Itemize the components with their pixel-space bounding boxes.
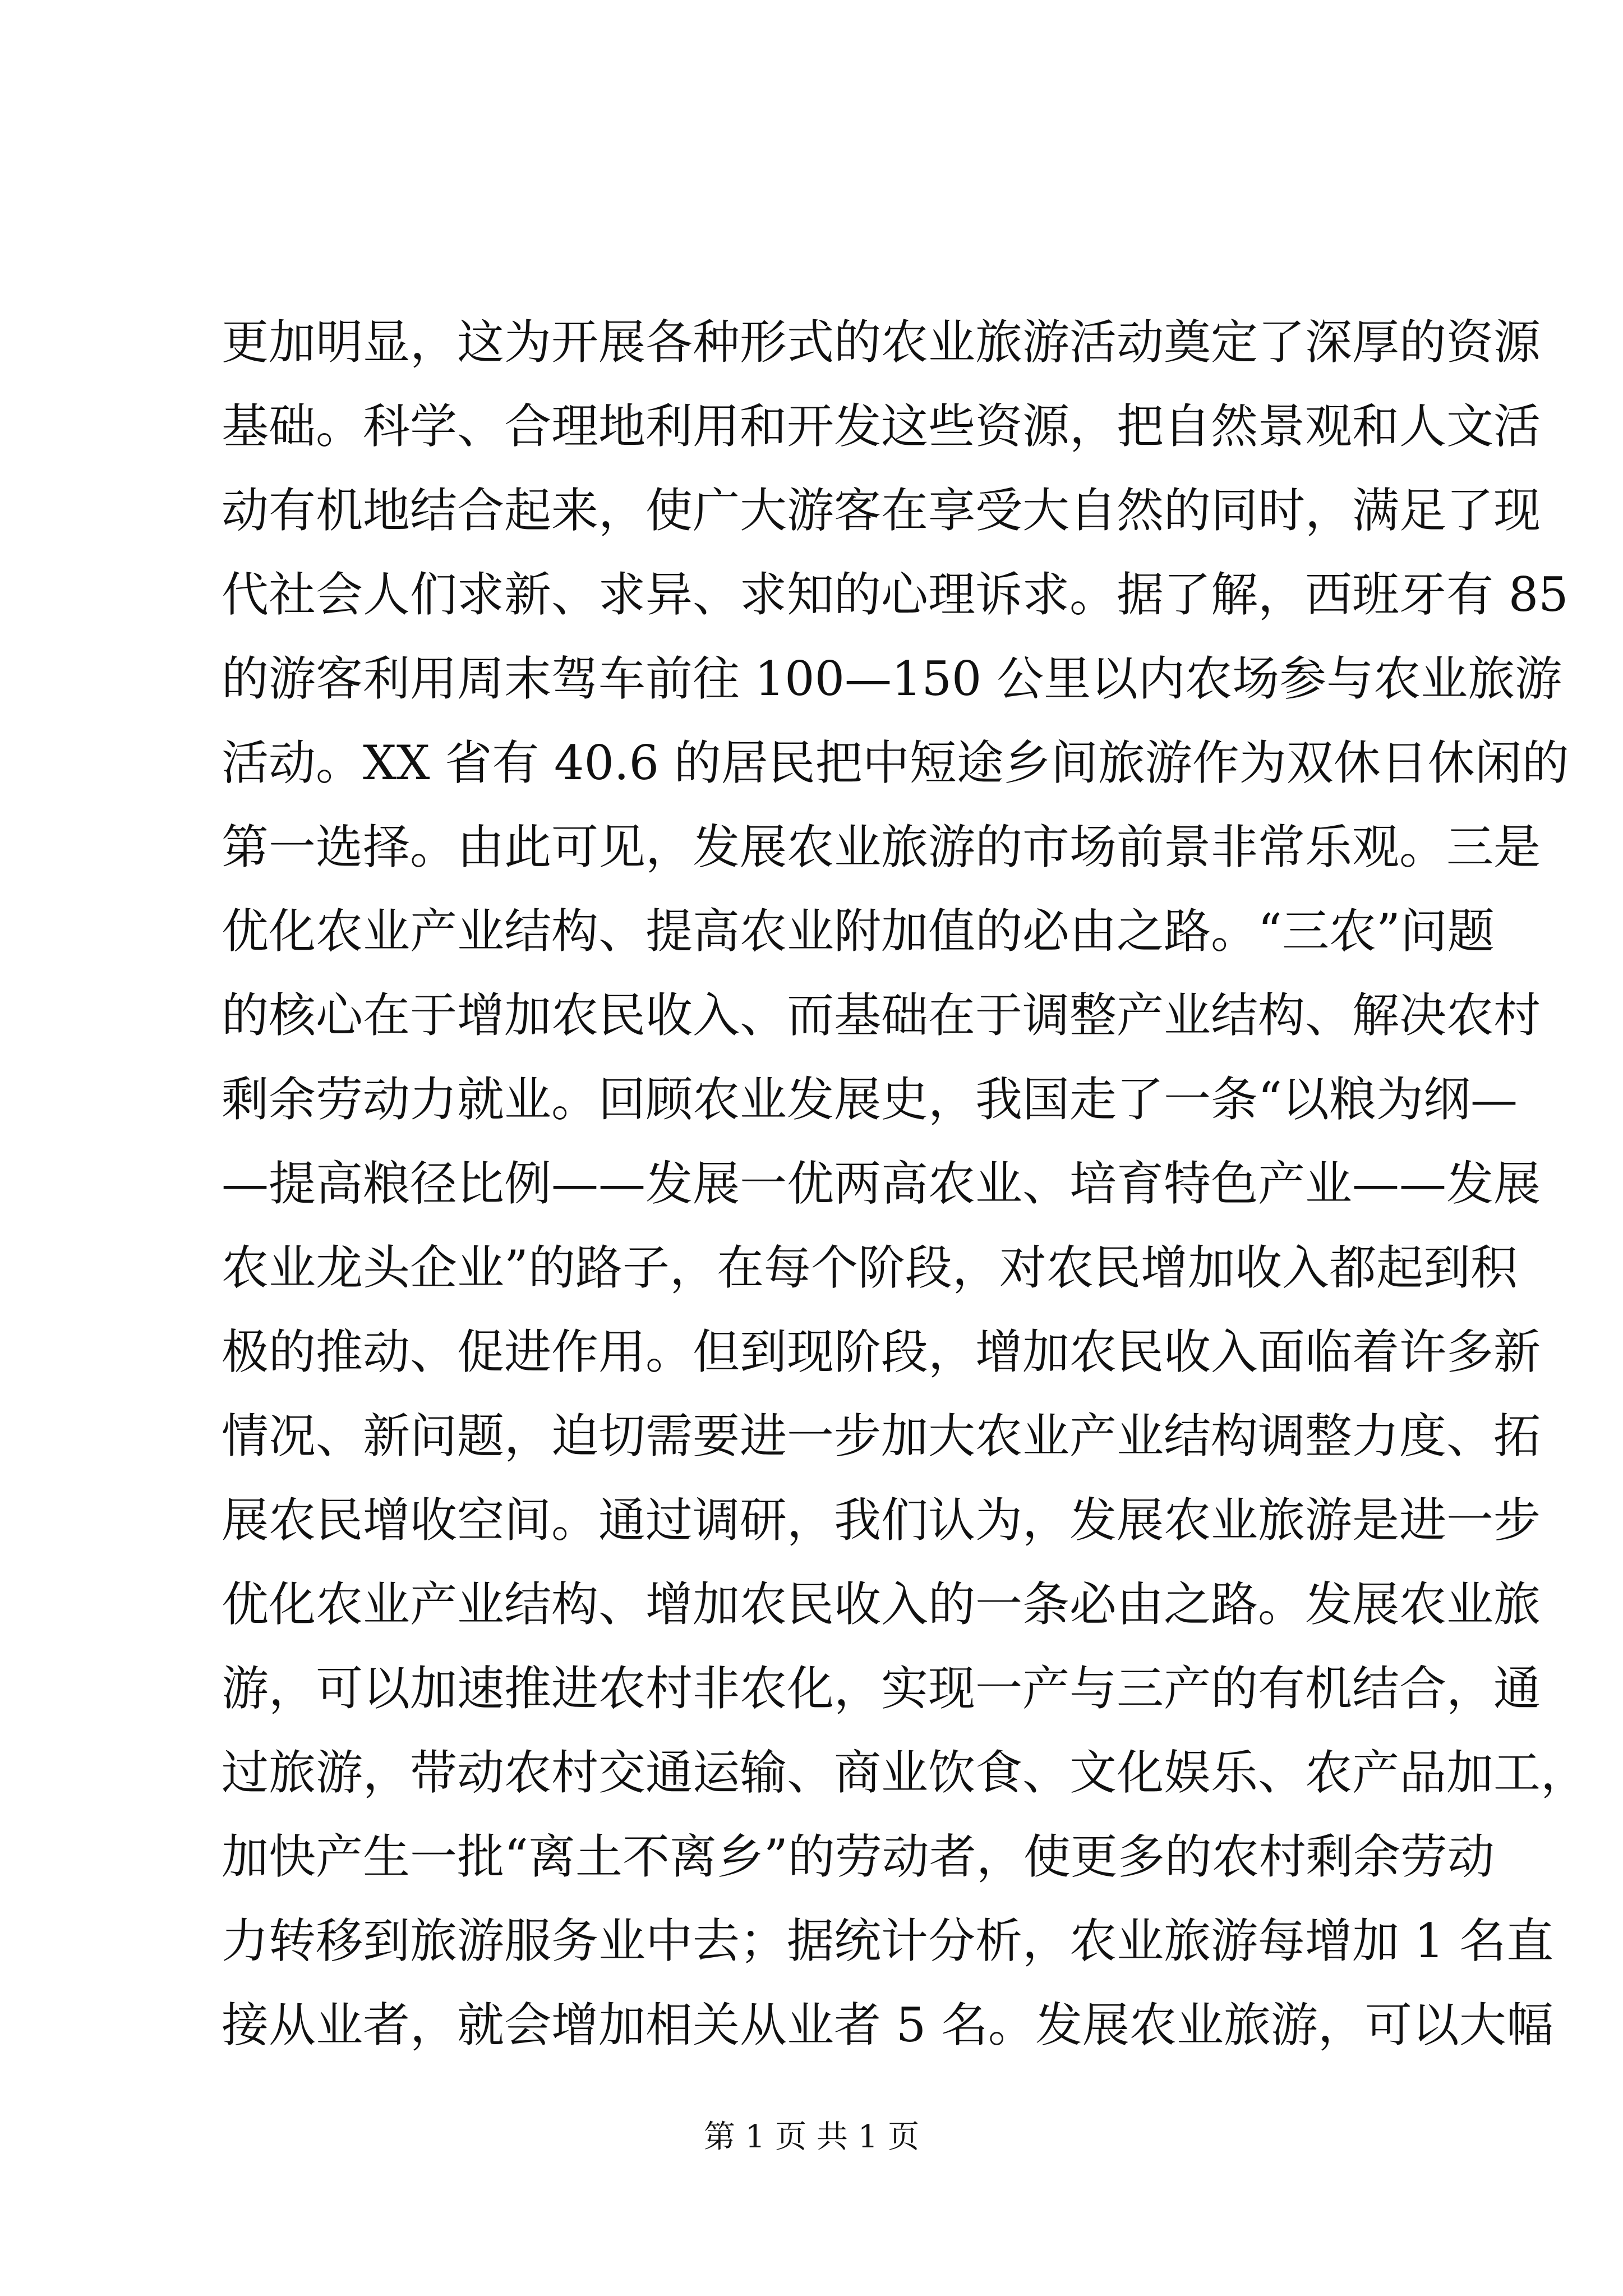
text-line: 更加明显，这为开展各种形式的农业旅游活动奠定了深厚的资源 — [222, 315, 1541, 370]
text-line: 优化农业产业结构、提高农业附加值的必由之路。“三农”问题 — [222, 904, 1495, 959]
text-line: 游，可以加速推进农村非农化，实现一产与三产的有机结合，通 — [222, 1661, 1541, 1716]
text-line: 展农民增收空间。通过调研，我们认为，发展农业旅游是进一步 — [222, 1493, 1541, 1548]
text-line: 过旅游，带动农村交通运输、商业饮食、文化娱乐、农产品加工， — [222, 1745, 1588, 1800]
text-line: 农业龙头企业”的路子，在每个阶段，对农民增加收入都起到积 — [222, 1240, 1518, 1295]
text-line: 极的推动、促进作用。但到现阶段，增加农民收入面临着许多新 — [222, 1324, 1541, 1379]
text-line: 情况、新问题，迫切需要进一步加大农业产业结构调整力度、拓 — [222, 1409, 1541, 1464]
body-text — [222, 300, 1588, 2067]
text-line: 优化农业产业结构、增加农民收入的一条必由之路。发展农业旅 — [222, 1577, 1541, 1632]
text-line: —提高粮径比例——发展一优两高农业、培育特色产业——发展 — [222, 1156, 1541, 1211]
page-number: 第 1 页 共 1 页 — [703, 2119, 920, 2155]
text-line: 活动。XX 省有 40.6 的居民把中短途乡间旅游作为双休日休闲的 — [222, 735, 1569, 790]
text-line: 的核心在于增加农民收入、而基础在于调整产业结构、解决农村 — [222, 988, 1541, 1043]
text-line: 接从业者，就会增加相关从业者 5 名。发展农业旅游，可以大幅 — [222, 1998, 1553, 2053]
text-line: 的游客利用周末驾车前往 100—150 公里以内农场参与农业旅游 — [222, 651, 1562, 706]
text-line: 基础。科学、合理地利用和开发这些资源，把自然景观和人文活 — [222, 399, 1541, 454]
text-line: 力转移到旅游服务业中去；据统计分析，农业旅游每增加 1 名直 — [222, 1913, 1553, 1968]
text-line: 代社会人们求新、求异、求知的心理诉求。据了解，西班牙有 85 — [222, 567, 1569, 622]
page-footer — [0, 2115, 1623, 2160]
text-line: 第一选择。由此可见，发展农业旅游的市场前景非常乐观。三是 — [222, 820, 1541, 875]
text-line: 动有机地结合起来，使广大游客在享受大自然的同时，满足了现 — [222, 483, 1541, 538]
text-line: 加快产生一批“离土不离乡”的劳动者，使更多的农村剩余劳动 — [222, 1829, 1495, 1884]
text-line: 剩余劳动力就业。回顾农业发展史，我国走了一条“以粮为纲— — [222, 1072, 1518, 1127]
